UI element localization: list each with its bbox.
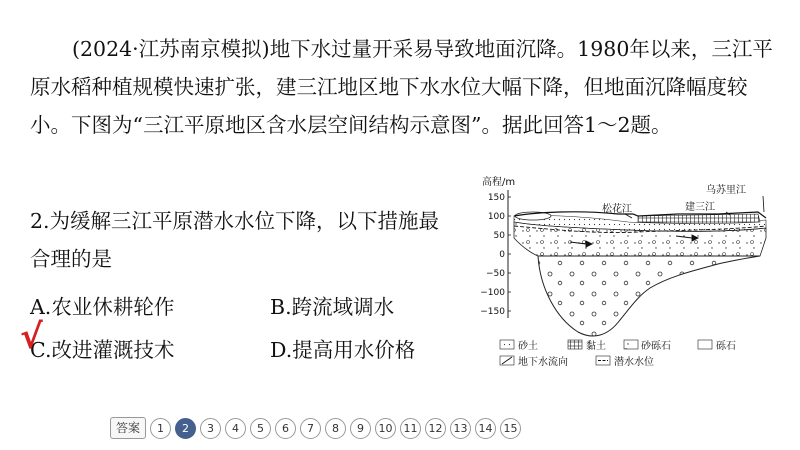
gravel-layer: [538, 256, 760, 336]
question-number-button[interactable]: 10: [375, 418, 396, 439]
label-jiansanjiang: 建三江: [685, 202, 715, 213]
y-tick-label: 150: [487, 193, 505, 203]
intro-paragraph: [30, 30, 782, 144]
legend-water-table: 潜水水位: [614, 357, 654, 368]
label-songhua-river: 松花江: [602, 204, 632, 215]
answer-navigation-bar: [110, 416, 521, 440]
question-number-button[interactable]: 9: [350, 418, 371, 439]
label-wusuli-river: 乌苏里江: [706, 185, 746, 196]
question-number-button[interactable]: 15: [500, 418, 521, 439]
question-number-button[interactable]: 6: [275, 418, 296, 439]
answer-button[interactable]: 答案: [110, 417, 146, 439]
question-number-button[interactable]: 14: [475, 418, 496, 439]
legend: [500, 339, 736, 368]
y-tick-label: −150: [480, 307, 505, 317]
legend-sandy-gravel: 砂砾石: [641, 341, 671, 352]
y-tick-label: −50: [486, 269, 505, 279]
option-d[interactable]: D.提高用水价格: [270, 338, 416, 362]
question-number-button[interactable]: 3: [200, 418, 221, 439]
question-number-button[interactable]: 8: [325, 418, 346, 439]
y-tick-label: 0: [499, 250, 505, 260]
intro-text: 地下水过量开采易导致地面沉降。1980年以来，三江平原水稻种植规模快速扩张，建三江地区地下水水位大幅下降，但地面沉降幅度较小。下图为“三江平原地区含水层空间结构示意图”。据此回答1～2题。: [30, 37, 773, 137]
question-number-button[interactable]: 11: [400, 418, 421, 439]
option-b[interactable]: B.跨流域调水: [270, 295, 395, 319]
legend-clay: 黏土: [586, 341, 606, 352]
aquifer-structure-diagram: [478, 168, 778, 378]
question-number-button[interactable]: 13: [450, 418, 471, 439]
option-c[interactable]: C.改进灌溉技术: [30, 338, 175, 362]
option-a[interactable]: A.农业休耕轮作: [30, 295, 175, 319]
y-tick-label: 50: [493, 231, 505, 241]
question-number-button[interactable]: 4: [225, 418, 246, 439]
question-number-button[interactable]: 5: [250, 418, 271, 439]
y-axis-label: 高程/m: [482, 177, 516, 188]
legend-sand: 砂土: [518, 341, 538, 352]
question-number-button[interactable]: 12: [425, 418, 446, 439]
intro-source: (2024·江苏南京模拟): [72, 37, 270, 61]
answer-check-mark: √: [20, 317, 43, 357]
y-tick-label: 100: [487, 212, 505, 222]
legend-flow-direction: 地下水流向: [518, 357, 568, 368]
legend-gravel: 砾石: [716, 341, 736, 352]
question-number-button[interactable]: 7: [300, 418, 321, 439]
question-number-button[interactable]: 1: [150, 418, 171, 439]
y-tick-label: −100: [480, 288, 505, 298]
question-number-button-active[interactable]: 2: [175, 418, 196, 439]
question-stem: 2.为缓解三江平原潜水水位下降，以下措施最合理的是: [30, 209, 440, 271]
